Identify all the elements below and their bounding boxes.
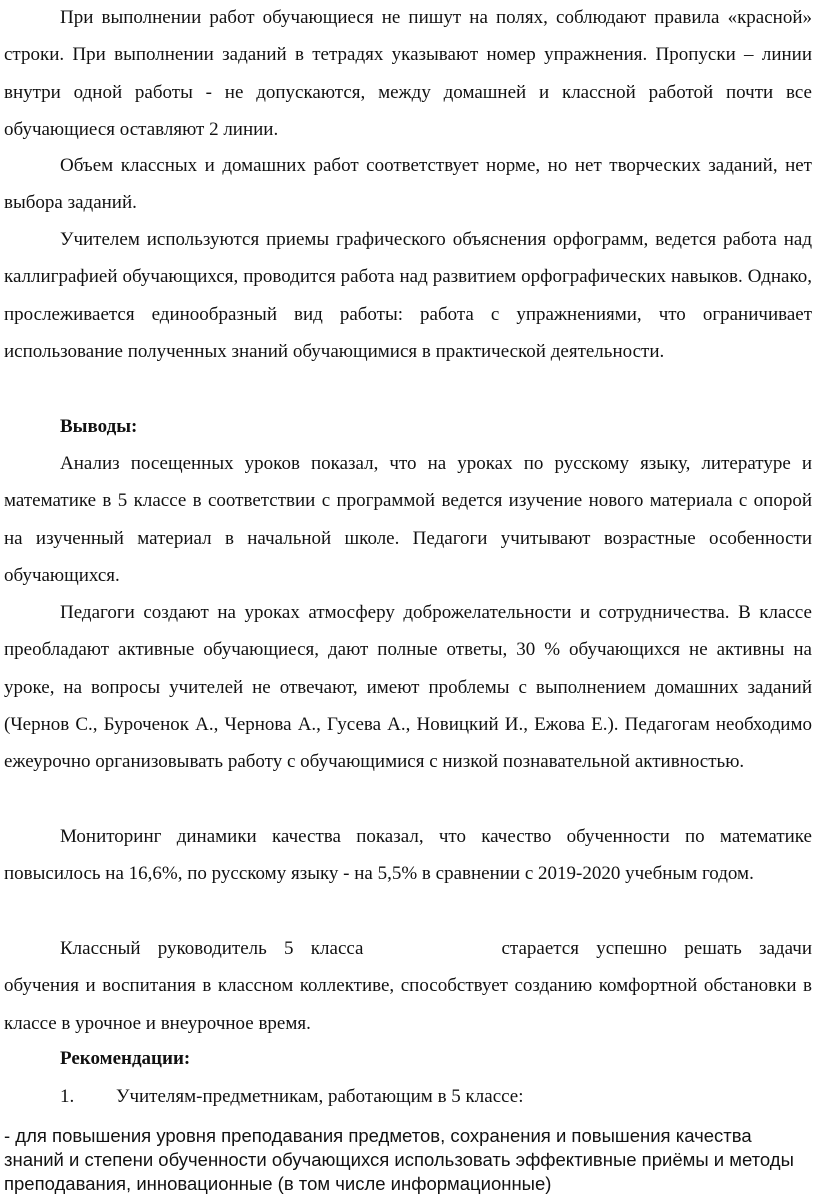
paragraph-atmosphere: Педагоги создают на уроках атмосферу доброжелательности и сотрудничества. В классе преобладают активные обучающиеся, дают полные ответы, 30 % обучающихся не активны на уроке, на вопросы учителей не отвечают, имеют проблемы с выполнением домашних заданий (Чернов С., Буроченок А., Чернова А., Гусева А., Новицкий И., Ежова Е.). Педагогам необходимо ежеурочно организовывать работу с обучающимися с низкой познавательной активностью. (4, 602, 812, 773)
recommendations-heading: Рекомендации: (60, 1048, 191, 1069)
paragraph-recommendation-detail: - для повышения уровня преподавания предметов, сохранения и повышения качества знаний и степени обученности обучающихся использовать эффективные приёмы и методы преподавания, инновационные (в том числе информационные) (4, 1125, 794, 1194)
paragraph-class-teacher (4, 930, 812, 1042)
paragraph-lesson-analysis: Анализ посещенных уроков показал, что на уроках по русскому языку, литературе и математике в 5 классе в соответствии с программой ведется изучение нового материала с опорой на изученный материал в начальной школе. Педагоги учитывают возрастные особенности обучающихся. (4, 453, 812, 586)
list-number: 1. (60, 1086, 75, 1107)
class-teacher-label: Классный руководитель 5 класса (60, 938, 364, 959)
list-item (60, 1078, 524, 1115)
class-teacher-text: старается успешно решать задачи обучения и воспитания в классном коллективе, способствует созданию комфортной обстановки в классе в урочное и внеурочное время. (4, 938, 812, 1034)
paragraph-work-volume: Объем классных и домашних работ соответствует норме, но нет творческих заданий, нет выбора заданий. (4, 155, 812, 214)
paragraph-teaching-methods: Учителем используются приемы графического объяснения орфограмм, ведется работа над каллиграфией обучающихся, проводится работа над развитием орфографических навыков. Однако, прослеживается единообразный вид работы: работа с упражнениями, что ограничивает использование полученных знаний обучающимися в практической деятельности. (4, 229, 812, 362)
list-item-text: Учителям-предметникам, работающим в 5 классе: (116, 1086, 524, 1107)
conclusions-heading: Выводы: (60, 416, 138, 437)
paragraph-quality-monitoring: Мониторинг динамики качества показал, что качество обученности по математике повысилось на 16,6%, по русскому языку - на 5,5% в сравнении с 2019-2020 учебным годом. (4, 826, 812, 885)
paragraph-work-rules: При выполнении работ обучающиеся не пишут на полях, соблюдают правила «красной» строки. При выполнении заданий в тетрадях указывают номер упражнения. Пропуски – линии внутри одной работы - не допускаются, между домашней и классной работой почти все обучающиеся оставляют 2 линии. (4, 7, 812, 140)
